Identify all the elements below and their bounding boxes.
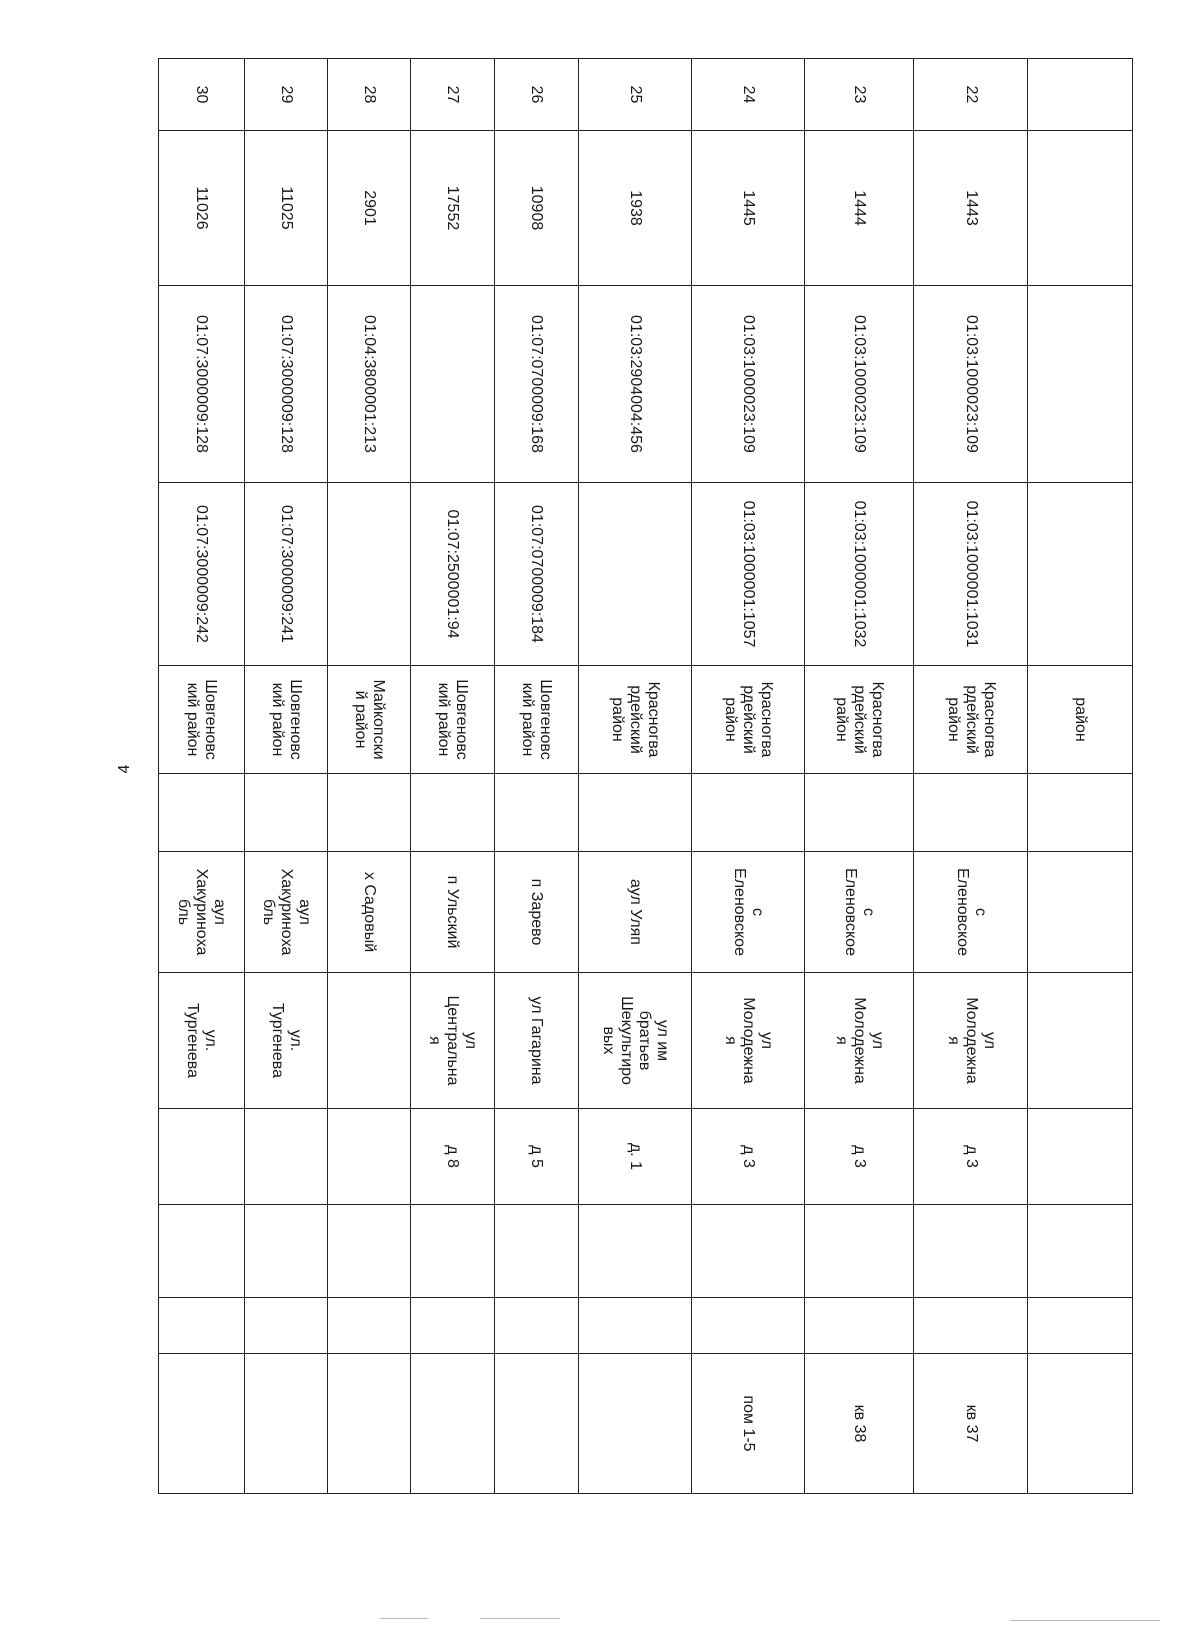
house-cell: д. 1 bbox=[578, 1109, 692, 1205]
header-cell bbox=[1028, 774, 1133, 852]
cadastral-number-2-cell: 01:03:1000001:1057 bbox=[692, 483, 804, 666]
header-cell bbox=[1028, 852, 1133, 973]
street-cell: ул Молодежна я bbox=[913, 973, 1028, 1109]
empty-cell bbox=[913, 1298, 1028, 1354]
cadastral-number-2-cell: 01:07:3000009:241 bbox=[244, 483, 327, 666]
empty-cell bbox=[804, 1298, 913, 1354]
scan-mark bbox=[1010, 1620, 1160, 1621]
row-number-cell: 30 bbox=[159, 59, 245, 131]
table-row bbox=[578, 59, 692, 1494]
house-cell: д 3 bbox=[692, 1109, 804, 1205]
empty-cell bbox=[244, 774, 327, 852]
cadastral-number-cell: 01:04:3800001:213 bbox=[328, 286, 410, 483]
apartment-cell: кв 37 bbox=[913, 1354, 1028, 1494]
object-id-cell: 1443 bbox=[913, 131, 1028, 286]
street-cell: ул Молодежна я bbox=[692, 973, 804, 1109]
row-number-cell: 23 bbox=[804, 59, 913, 131]
header-cell bbox=[1028, 1298, 1133, 1354]
district-cell: Красногва рдейский район bbox=[692, 666, 804, 774]
scan-mark bbox=[480, 1618, 560, 1619]
empty-cell bbox=[159, 1205, 245, 1298]
row-number-cell: 26 bbox=[495, 59, 578, 131]
empty-cell bbox=[410, 1298, 495, 1354]
apartment-cell bbox=[410, 1354, 495, 1494]
street-cell: ул Молодежна я bbox=[804, 973, 913, 1109]
settlement-cell: п Ульский bbox=[410, 852, 495, 973]
table-row bbox=[804, 59, 913, 1494]
object-id-cell: 1445 bbox=[692, 131, 804, 286]
house-cell bbox=[159, 1109, 245, 1205]
cadastral-number-2-cell bbox=[328, 483, 410, 666]
street-cell bbox=[328, 973, 410, 1109]
apartment-cell bbox=[244, 1354, 327, 1494]
house-cell bbox=[328, 1109, 410, 1205]
empty-cell bbox=[495, 1298, 578, 1354]
table-row bbox=[159, 59, 245, 1494]
row-number-cell: 28 bbox=[328, 59, 410, 131]
house-cell: д 8 bbox=[410, 1109, 495, 1205]
page-number: 4 bbox=[116, 764, 133, 774]
rotated-table-wrapper bbox=[158, 58, 1133, 1493]
row-number-cell: 27 bbox=[410, 59, 495, 131]
apartment-cell bbox=[495, 1354, 578, 1494]
empty-cell bbox=[410, 1205, 495, 1298]
apartment-cell: кв 38 bbox=[804, 1354, 913, 1494]
empty-cell bbox=[410, 774, 495, 852]
cadastral-number-cell: 01:07:3000009:128 bbox=[159, 286, 245, 483]
district-cell: Красногва рдейский район bbox=[578, 666, 692, 774]
settlement-cell: х Садовый bbox=[328, 852, 410, 973]
scan-mark bbox=[380, 1618, 428, 1619]
district-cell: Красногва рдейский район bbox=[913, 666, 1028, 774]
row-number-cell: 29 bbox=[244, 59, 327, 131]
cadastral-number-cell bbox=[410, 286, 495, 483]
house-cell bbox=[244, 1109, 327, 1205]
empty-cell bbox=[495, 774, 578, 852]
cadastral-number-2-cell: 01:07:3000009:242 bbox=[159, 483, 245, 666]
header-cell bbox=[1028, 286, 1133, 483]
district-cell: Майкопски й район bbox=[328, 666, 410, 774]
settlement-cell: с Еленовское bbox=[913, 852, 1028, 973]
table-row bbox=[495, 59, 578, 1494]
cadastral-number-cell: 01:03:1000023:109 bbox=[692, 286, 804, 483]
apartment-cell: пом 1-5 bbox=[692, 1354, 804, 1494]
district-cell: Красногва рдейский район bbox=[804, 666, 913, 774]
settlement-cell: п Зарево bbox=[495, 852, 578, 973]
object-id-cell: 1938 bbox=[578, 131, 692, 286]
table-row bbox=[244, 59, 327, 1494]
empty-cell bbox=[578, 1205, 692, 1298]
district-cell: Шовгеновс кий район bbox=[244, 666, 327, 774]
object-id-cell: 11025 bbox=[244, 131, 327, 286]
cadastral-number-2-cell: 01:07:0700009:184 bbox=[495, 483, 578, 666]
cadastral-number-2-cell: 01:07:2500001:94 bbox=[410, 483, 495, 666]
empty-cell bbox=[578, 774, 692, 852]
empty-cell bbox=[244, 1205, 327, 1298]
header-cell bbox=[1028, 1205, 1133, 1298]
object-id-cell: 2901 bbox=[328, 131, 410, 286]
table-header-row bbox=[1028, 59, 1133, 1494]
cadastral-number-cell: 01:03:1000023:109 bbox=[913, 286, 1028, 483]
settlement-cell: аул Хакуринoха бль bbox=[159, 852, 245, 973]
street-cell: ул. Тургенева bbox=[159, 973, 245, 1109]
empty-cell bbox=[159, 1298, 245, 1354]
empty-cell bbox=[804, 774, 913, 852]
empty-cell bbox=[692, 774, 804, 852]
object-id-cell: 10908 bbox=[495, 131, 578, 286]
table-row bbox=[410, 59, 495, 1494]
header-cell bbox=[1028, 1354, 1133, 1494]
cadastral-number-cell: 01:07:0700009:168 bbox=[495, 286, 578, 483]
empty-cell bbox=[495, 1205, 578, 1298]
empty-cell bbox=[244, 1298, 327, 1354]
house-cell: д 3 bbox=[913, 1109, 1028, 1205]
empty-cell bbox=[328, 1298, 410, 1354]
apartment-cell bbox=[328, 1354, 410, 1494]
row-number-cell: 24 bbox=[692, 59, 804, 131]
cadastral-number-cell: 01:03:1000023:109 bbox=[804, 286, 913, 483]
table-row bbox=[692, 59, 804, 1494]
settlement-cell: аул Уляп bbox=[578, 852, 692, 973]
settlement-cell: аул Хакуринoха бль bbox=[244, 852, 327, 973]
row-number-cell: 22 bbox=[913, 59, 1028, 131]
apartment-cell bbox=[578, 1354, 692, 1494]
empty-cell bbox=[913, 1205, 1028, 1298]
row-number-cell: 25 bbox=[578, 59, 692, 131]
object-id-cell: 11026 bbox=[159, 131, 245, 286]
header-cell bbox=[1028, 1109, 1133, 1205]
district-cell: Шовгеновс кий район bbox=[159, 666, 245, 774]
cadastral-number-2-cell: 01:03:1000001:1031 bbox=[913, 483, 1028, 666]
table-body bbox=[159, 59, 1133, 1494]
empty-cell bbox=[578, 1298, 692, 1354]
settlement-cell: с Еленовское bbox=[692, 852, 804, 973]
apartment-cell bbox=[159, 1354, 245, 1494]
house-cell: д 5 bbox=[495, 1109, 578, 1205]
district-cell: Шовгеновс кий район bbox=[495, 666, 578, 774]
empty-cell bbox=[913, 774, 1028, 852]
object-id-cell: 1444 bbox=[804, 131, 913, 286]
street-cell: ул Центральна я bbox=[410, 973, 495, 1109]
empty-cell bbox=[328, 774, 410, 852]
registry-table bbox=[158, 58, 1133, 1494]
empty-cell bbox=[692, 1205, 804, 1298]
district-cell: Шовгеновс кий район bbox=[410, 666, 495, 774]
cadastral-number-cell: 01:07:3000009:128 bbox=[244, 286, 327, 483]
table-row bbox=[328, 59, 410, 1494]
empty-cell bbox=[692, 1298, 804, 1354]
header-cell bbox=[1028, 59, 1133, 131]
cadastral-number-cell: 01:03:2904004:456 bbox=[578, 286, 692, 483]
cadastral-number-2-cell bbox=[578, 483, 692, 666]
header-cell bbox=[1028, 973, 1133, 1109]
header-cell bbox=[1028, 131, 1133, 286]
empty-cell bbox=[159, 774, 245, 852]
object-id-cell: 17552 bbox=[410, 131, 495, 286]
cadastral-number-2-cell: 01:03:1000001:1032 bbox=[804, 483, 913, 666]
table-row bbox=[913, 59, 1028, 1494]
house-cell: д 3 bbox=[804, 1109, 913, 1205]
settlement-cell: с Еленовское bbox=[804, 852, 913, 973]
empty-cell bbox=[328, 1205, 410, 1298]
street-cell: ул Гагарина bbox=[495, 973, 578, 1109]
street-cell: ул. Тургенева bbox=[244, 973, 327, 1109]
empty-cell bbox=[804, 1205, 913, 1298]
header-cell bbox=[1028, 483, 1133, 666]
street-cell: ул им братьев Шекультиро вых bbox=[578, 973, 692, 1109]
header-cell: район bbox=[1028, 666, 1133, 774]
